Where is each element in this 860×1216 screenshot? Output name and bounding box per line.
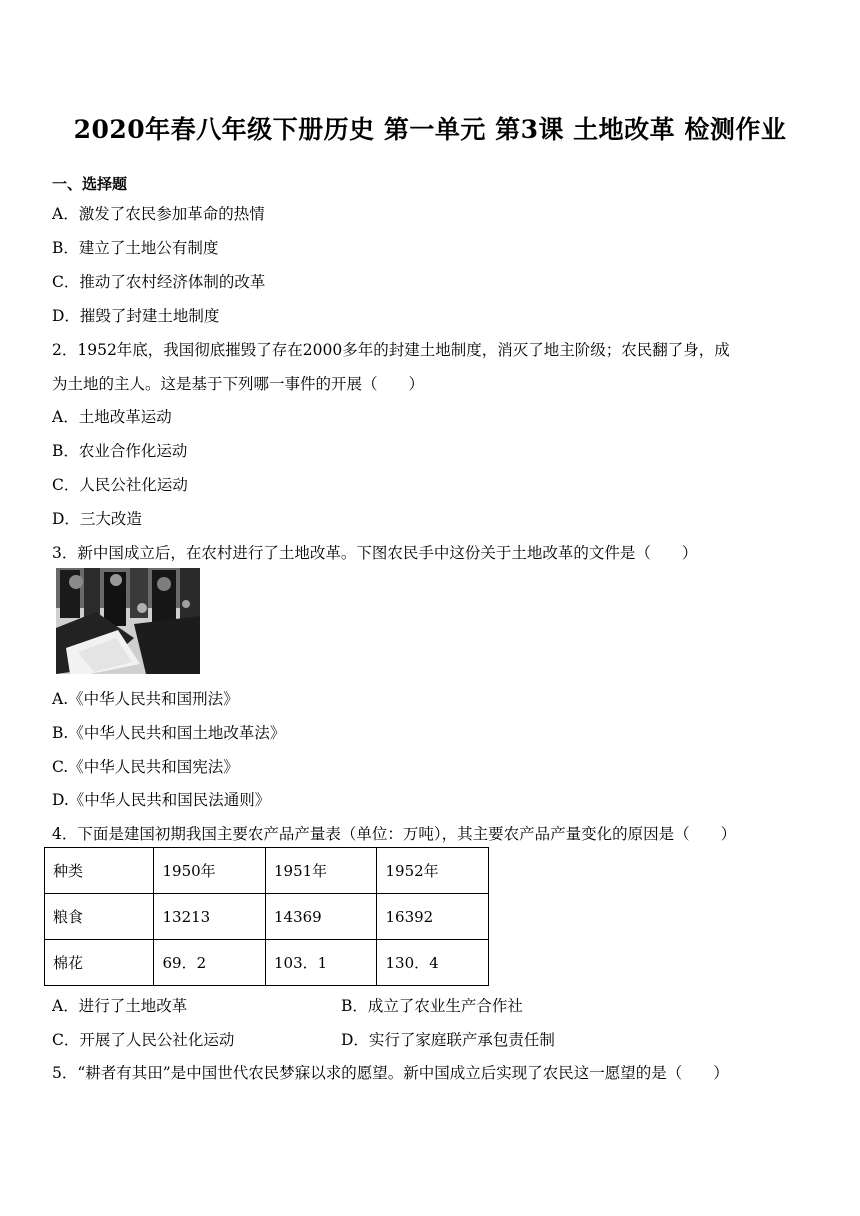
land-reform-photo [56,568,200,674]
q4-option-b: B．成立了农业生产合作社 [341,997,523,1015]
table-cell: 14369 [265,894,377,940]
table-header-row [45,848,489,894]
q4-stem: 4．下面是建国初期我国主要农产品产量表（单位：万吨），其主要农产品产量变化的原因是（ ） [52,825,737,843]
table-cell: 16392 [377,894,489,940]
q1-option-c: C．推动了农村经济体制的改革 [52,273,266,291]
table-row [45,894,489,940]
table-cell: 69．2 [154,940,266,986]
farmers-photo-image [56,568,200,674]
q4-option-d: D．实行了家庭联产承包责任制 [341,1031,555,1049]
table-header-cell: 种类 [45,848,154,894]
q3-option-a: A.《中华人民共和国刑法》 [52,690,239,708]
table-cell: 粮食 [45,894,154,940]
production-table [44,847,489,986]
table-header-cell: 1950年 [154,848,266,894]
table-row [45,940,489,986]
q4-option-a: A．进行了土地改革 [52,997,188,1015]
q2-stem-line2: 为土地的主人。这是基于下列哪一事件的开展（ ） [52,375,425,393]
q5-stem: 5．“耕者有其田”是中国世代农民梦寐以求的愿望。新中国成立后实现了农民这一愿望的是（ ） [52,1064,729,1082]
section-heading: 一、选择题 [52,175,128,193]
q3-stem: 3．新中国成立后，在农村进行了土地改革。下图农民手中这份关于土地改革的文件是（ ） [52,544,698,562]
table-header-cell: 1951年 [265,848,377,894]
q3-option-b: B.《中华人民共和国土地改革法》 [52,724,286,742]
q2-option-d: D．三大改造 [52,510,142,528]
q1-option-b: B．建立了土地公有制度 [52,239,219,257]
page-title: 2020年春八年级下册历史 第一单元 第3课 土地改革 检测作业 [73,115,787,144]
q3-option-c: C.《中华人民共和国宪法》 [52,758,239,776]
q3-option-d: D.《中华人民共和国民法通则》 [52,791,271,809]
table-cell: 103．1 [265,940,377,986]
q1-option-a: A．激发了农民参加革命的热情 [52,205,265,223]
q4-option-c: C．开展了人民公社化运动 [52,1031,235,1049]
q2-stem-line1: 2．1952年底，我国彻底摧毁了存在2000多年的封建土地制度，消灭了地主阶级；农民翻了身，成 [52,341,730,359]
q2-option-b: B．农业合作化运动 [52,442,188,460]
table-cell: 棉花 [45,940,154,986]
table-cell: 13213 [154,894,266,940]
q1-option-d: D．摧毁了封建土地制度 [52,307,220,325]
table-header-cell: 1952年 [377,848,489,894]
q2-option-c: C．人民公社化运动 [52,476,188,494]
table-cell: 130．4 [377,940,489,986]
q2-option-a: A．土地改革运动 [52,408,172,426]
